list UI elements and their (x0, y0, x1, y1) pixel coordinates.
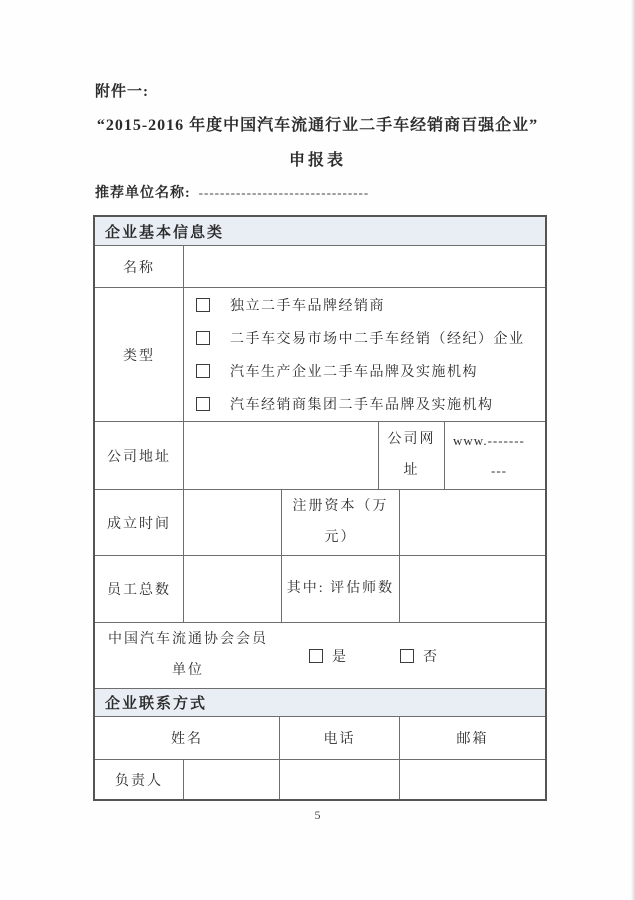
checkbox-icon (196, 298, 210, 312)
contact-col-name: 姓名 (171, 732, 203, 747)
page-number: 5 (314, 808, 321, 822)
website-label: 公司网址 (378, 422, 444, 489)
registered-capital-value (399, 490, 545, 555)
checkbox-no-icon (400, 649, 414, 663)
checkbox-yes-icon (309, 649, 323, 663)
membership-no-label: 否 (423, 649, 439, 665)
row-company-type (95, 287, 545, 421)
type-option-3 (196, 355, 545, 388)
type-option-label: 独立二手车品牌经销商 (230, 299, 385, 315)
type-option-label: 汽车经销商集团二手车品牌及实施机构 (230, 397, 494, 413)
attachment-label: 附件一: (95, 84, 149, 100)
scan-edge-artifact (631, 0, 635, 900)
row-contact-person (95, 759, 545, 799)
contact-col-email: 邮箱 (399, 717, 545, 759)
contact-phone-value (279, 760, 399, 799)
row-founded (95, 489, 545, 555)
contact-col-phone: 电话 (279, 717, 399, 759)
checkbox-icon (196, 331, 210, 345)
document-title-line1: “2015-2016 年度中国汽车流通行业二手车经销商百强企业” (96, 117, 539, 134)
employees-value (183, 556, 281, 622)
document-title-line2: 申报表 (288, 152, 346, 169)
company-address-label: 公司地址 (107, 449, 171, 465)
membership-label: 中国汽车流通协会会员单位 (108, 631, 268, 678)
contact-name-value (183, 760, 279, 799)
checkbox-icon (196, 364, 210, 378)
row-company-name (95, 245, 545, 287)
membership-choice (281, 623, 545, 688)
contact-email-value (399, 760, 545, 799)
contact-role-label: 负责人 (115, 773, 163, 789)
row-contact-columns (95, 716, 545, 759)
type-option-4 (196, 387, 545, 420)
founded-value (183, 490, 281, 555)
section-contact-header: 企业联系方式 (95, 688, 545, 716)
recommender-line (95, 182, 369, 202)
company-name-label: 名称 (123, 260, 155, 276)
recommender-label: 推荐单位名称: (95, 186, 191, 201)
type-option-2 (196, 322, 545, 355)
company-address-value (183, 422, 378, 489)
row-membership (95, 622, 545, 688)
application-form-table (93, 215, 547, 801)
appraisers-label: 其中: 评估师数 (281, 556, 399, 622)
employees-label: 员工总数 (107, 583, 171, 598)
company-name-value (183, 246, 545, 287)
row-employees (95, 555, 545, 622)
company-type-options (183, 288, 545, 421)
website-value (444, 422, 545, 489)
website-value-line2: --- (491, 462, 507, 478)
row-company-address (95, 421, 545, 489)
recommender-blank-line: -------------------------------- (198, 185, 370, 200)
checkbox-icon (196, 397, 210, 411)
website-value-line1: www.------- (453, 432, 525, 448)
type-option-1 (196, 289, 545, 322)
section-basic-info-header: 企业基本信息类 (95, 217, 545, 245)
company-type-label: 类型 (123, 348, 155, 364)
membership-yes-label: 是 (332, 649, 348, 665)
registered-capital-label: 注册资本（万元） (281, 490, 399, 555)
type-option-label: 汽车生产企业二手车品牌及实施机构 (230, 364, 478, 380)
founded-label: 成立时间 (107, 516, 171, 532)
type-option-label: 二手车交易市场中二手车经销（经纪）企业 (230, 332, 525, 348)
appraisers-value (399, 556, 545, 622)
